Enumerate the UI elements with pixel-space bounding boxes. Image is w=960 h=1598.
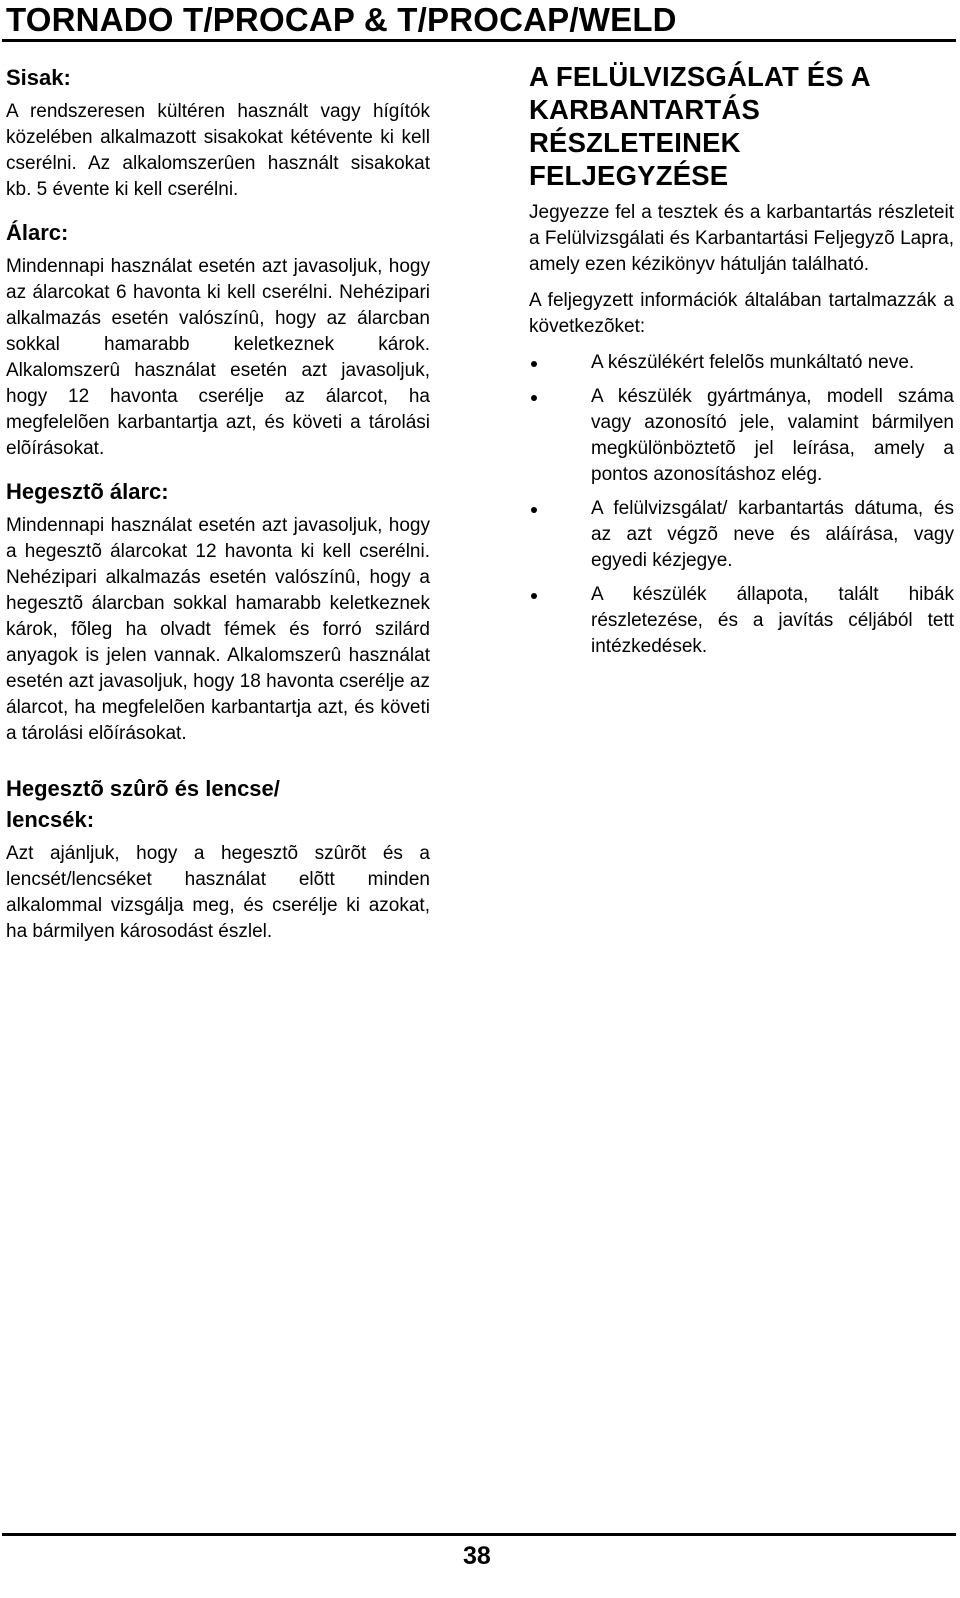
section-body-alarc: Mindennapi használat esetén azt javasoljuk, hogy az álarcokat 6 havonta ki kell cserélni. Nehézipari alkalmazás esetén valószínû, hogy az álarcban sokkal hamarabb keletkeznek károk. Alkalomszerû használat esetén azt javasoljuk, hogy 12 havonta cserélje az álarcot, ha megfelelõen karbantartja azt, és követi a tárolási elõírásokat. bbox=[6, 256, 430, 459]
document-header-title: TORNADO T/PROCAP & T/PROCAP/WELD bbox=[6, 1, 677, 38]
section-body-hegeszto-alarc: Mindennapi használat esetén azt javasoljuk, hogy a hegesztõ álarcokat 12 havonta ki kell cserélni. Nehézipari alkalmazás esetén valószínû, hogy a hegesztõ álarcban sokkal hamarabb keletkeznek károk, fõleg ha olvadt fémek és forró szilárd anyagok is jelen vannak. Alkalomszerû használat esetén azt javasoljuk, hogy 18 havonta cserélje az álarcot, ha megfelelõen karbantartja azt, és követi a tárolási elõírásokat. bbox=[6, 515, 430, 744]
record-keeping-heading: A FELÜLVIZSGÁLAT ÉS A KARBANTARTÁS RÉSZLETEINEK FELJEGYZÉSE bbox=[529, 61, 870, 191]
section-body-szuro: Azt ajánljuk, hogy a hegesztõ szûrõt és a lencsét/lencséket használat elõtt minden alkalommal vizsgálja meg, és cserélje ki azokat, ha bármilyen károsodást észlel. bbox=[6, 843, 430, 942]
right-column bbox=[529, 60, 954, 668]
footer-divider bbox=[2, 1533, 956, 1536]
section-heading-szuro: Hegesztõ szûrõ és lencse/ lencsék: bbox=[6, 776, 280, 832]
list-item bbox=[529, 582, 954, 660]
bullet-dot-icon bbox=[531, 395, 537, 401]
bullet-dot-icon bbox=[531, 361, 537, 367]
list-item-text: A készülék állapota, talált hibák részletezése, és a javítás céljából tett intézkedések. bbox=[591, 584, 954, 657]
list-item-text: A készülék gyártmánya, modell száma vagy azonosító jele, valamint bármilyen megkülönböztetõ jel leírása, amely a pontos azonosításhoz elég. bbox=[591, 386, 954, 485]
section-body-sisak: A rendszeresen kültéren használt vagy hígítók közelében alkalmazott sisakokat kétévente ki kell cserélni. Az alkalomszerûen használt sisakokat kb. 5 évente ki kell cserélni. bbox=[6, 101, 430, 200]
left-column bbox=[6, 62, 430, 945]
list-item-text: A felülvizsgálat/ karbantartás dátuma, és az azt végzõ neve és aláírása, vagy egyedi kézjegye. bbox=[591, 498, 954, 571]
list-item bbox=[529, 496, 954, 574]
section-heading-sisak: Sisak: bbox=[6, 65, 71, 90]
list-item-text: A készülékért felelõs munkáltató neve. bbox=[591, 352, 915, 373]
record-items-list bbox=[529, 350, 954, 660]
section-heading-alarc: Álarc: bbox=[6, 220, 69, 245]
record-keeping-contents: A feljegyzett információk általában tartalmazzák a következõket: bbox=[529, 290, 954, 337]
bullet-dot-icon bbox=[531, 507, 537, 513]
header-divider bbox=[2, 39, 956, 42]
page-number: 38 bbox=[463, 1542, 491, 1570]
list-item bbox=[529, 384, 954, 488]
section-heading-hegeszto-alarc: Hegesztõ álarc: bbox=[6, 479, 169, 504]
bullet-dot-icon bbox=[531, 593, 537, 599]
list-item bbox=[529, 350, 954, 376]
record-keeping-intro: Jegyezze fel a tesztek és a karbantartás részleteit a Felülvizsgálati és Karbantartási Feljegyzõ Lapra, amely ezen kézikönyv hátulján található. bbox=[529, 202, 954, 275]
